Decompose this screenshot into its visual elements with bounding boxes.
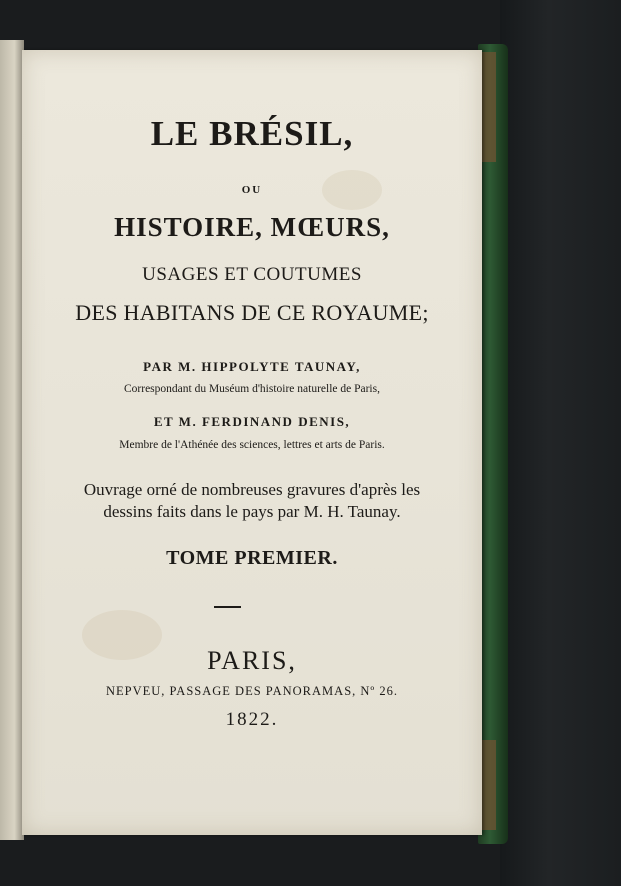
description-line-1: Ouvrage orné de nombreuses gravures d'après les — [83, 480, 421, 499]
binding-wear-bottom — [482, 740, 496, 830]
book-title: LE BRÉSIL, — [150, 114, 354, 153]
author-role: Correspondant du Muséum d'histoire naturelle de Paris, — [124, 383, 380, 395]
title-page — [22, 50, 482, 835]
background — [500, 0, 621, 886]
subtitle-line-3: DES HABITANS DE CE ROYAUME; — [75, 300, 429, 325]
imprint-publisher: NEPVEU, PASSAGE DES PANORAMAS, Nº 26. — [105, 684, 399, 698]
description-line-2: dessins faits dans le pays par M. H. Taunay. — [103, 502, 401, 521]
facing-page-edge — [0, 40, 24, 840]
conjunction: OU — [241, 184, 263, 196]
author-name: PAR M. HIPPOLYTE TAUNAY, — [143, 359, 361, 374]
divider-rule — [214, 606, 241, 608]
imprint-year: 1822. — [225, 709, 279, 730]
subtitle-line-1: HISTOIRE, MŒURS, — [114, 212, 390, 242]
book-binding — [478, 44, 508, 844]
imprint-city: PARIS, — [207, 646, 297, 675]
author-role: Membre de l'Athénée des sciences, lettres et arts de Paris. — [119, 439, 385, 451]
subtitle-line-2: USAGES ET COUTUMES — [142, 264, 362, 285]
volume-label: TOME PREMIER. — [166, 547, 338, 569]
binding-wear-top — [482, 52, 496, 162]
author-name: ET M. FERDINAND DENIS, — [153, 414, 351, 429]
